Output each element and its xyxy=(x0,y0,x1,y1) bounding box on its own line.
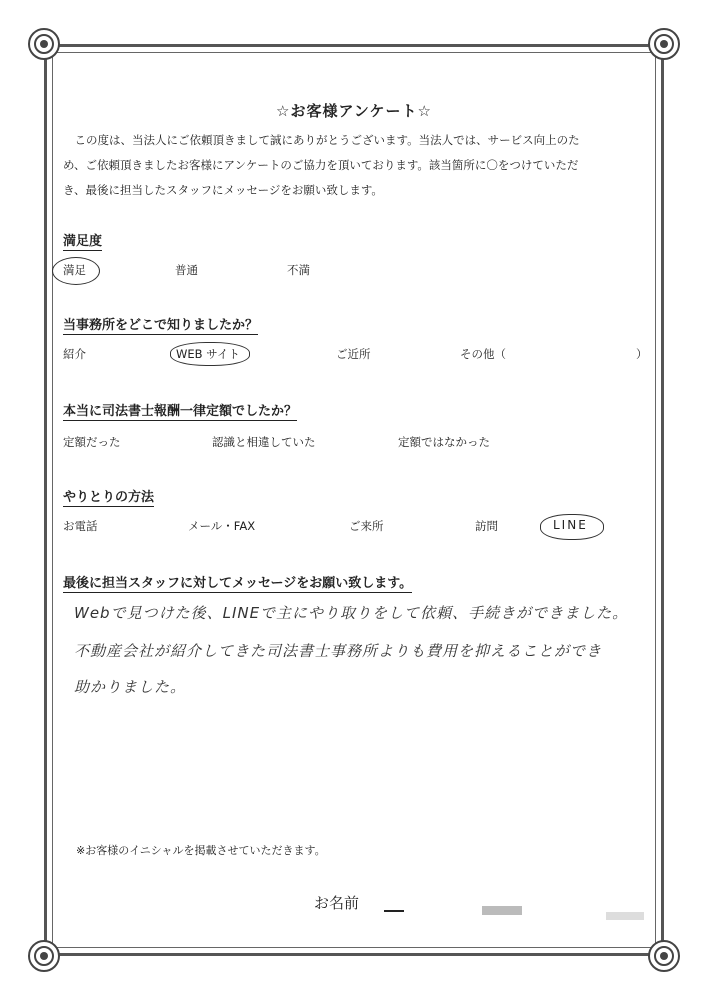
redacted-name xyxy=(482,906,522,915)
selection-circle xyxy=(170,342,250,366)
name-underline xyxy=(384,910,404,912)
handwritten-message-line: 不動産会社が紹介してきた司法書士事務所よりも費用を抑えることができ xyxy=(74,642,603,660)
section-heading-fixed-fee: 本当に司法書士報酬一律定額でしたか？ xyxy=(63,400,297,421)
option-fixed[interactable]: 定額だった xyxy=(63,435,121,449)
section-heading-satisfaction: 満足度 xyxy=(63,230,102,251)
option-website[interactable]: WEB サイト xyxy=(176,347,240,361)
intro-line: き、最後に担当したスタッフにメッセージをお願い致します。 xyxy=(63,183,383,197)
option-home-visit[interactable]: 訪問 xyxy=(475,519,498,533)
corner-ornament-top-right xyxy=(648,28,680,60)
section-heading-contact: やりとりの方法 xyxy=(63,486,154,507)
option-not-fixed[interactable]: 定額ではなかった xyxy=(398,435,490,449)
corner-ornament-bottom-left xyxy=(28,940,60,972)
option-different[interactable]: 認識と相違していた xyxy=(212,435,316,449)
page-title: ☆お客様アンケート☆ xyxy=(276,102,432,120)
selection-circle xyxy=(540,514,604,540)
section-heading-source: 当事務所をどこで知りましたか？ xyxy=(63,314,258,335)
corner-ornament-bottom-right xyxy=(648,940,680,972)
selection-circle xyxy=(52,257,100,285)
name-label: お名前 xyxy=(314,894,360,912)
initials-note: ※お客様のイニシャルを掲載させていただきます。 xyxy=(76,844,326,857)
handwritten-message-line: 助かりました。 xyxy=(74,678,187,696)
option-referral[interactable]: 紹介 xyxy=(63,347,86,361)
option-mail-fax[interactable]: メール・FAX xyxy=(188,519,256,533)
option-visit-office[interactable]: ご来所 xyxy=(349,519,384,533)
option-phone[interactable]: お電話 xyxy=(63,519,98,533)
intro-text xyxy=(63,128,643,203)
option-dissatisfied[interactable]: 不満 xyxy=(287,263,310,277)
intro-line: め、ご依頼頂きましたお客様にアンケートのご協力を頂いております。該当箇所に〇をつけていただ xyxy=(63,158,579,172)
handwritten-message-line: Webで見つけた後、LINEで主にやり取りをして依頼、手続きができました。 xyxy=(74,604,629,622)
option-neighborhood[interactable]: ご近所 xyxy=(336,347,371,361)
option-line[interactable]: LINE xyxy=(553,518,588,532)
option-satisfied[interactable]: 満足 xyxy=(63,263,86,277)
option-normal[interactable]: 普通 xyxy=(175,263,198,277)
section-heading-message: 最後に担当スタッフに対してメッセージをお願い致します。 xyxy=(63,572,412,593)
corner-ornament-top-left xyxy=(28,28,60,60)
intro-line: この度は、当法人にご依頼頂きまして誠にありがとうございます。当法人では、サービス向上のた xyxy=(74,133,580,147)
option-other-close-paren: ） xyxy=(636,347,648,361)
option-other[interactable]: その他（ xyxy=(460,347,506,361)
redacted-name xyxy=(606,912,644,920)
